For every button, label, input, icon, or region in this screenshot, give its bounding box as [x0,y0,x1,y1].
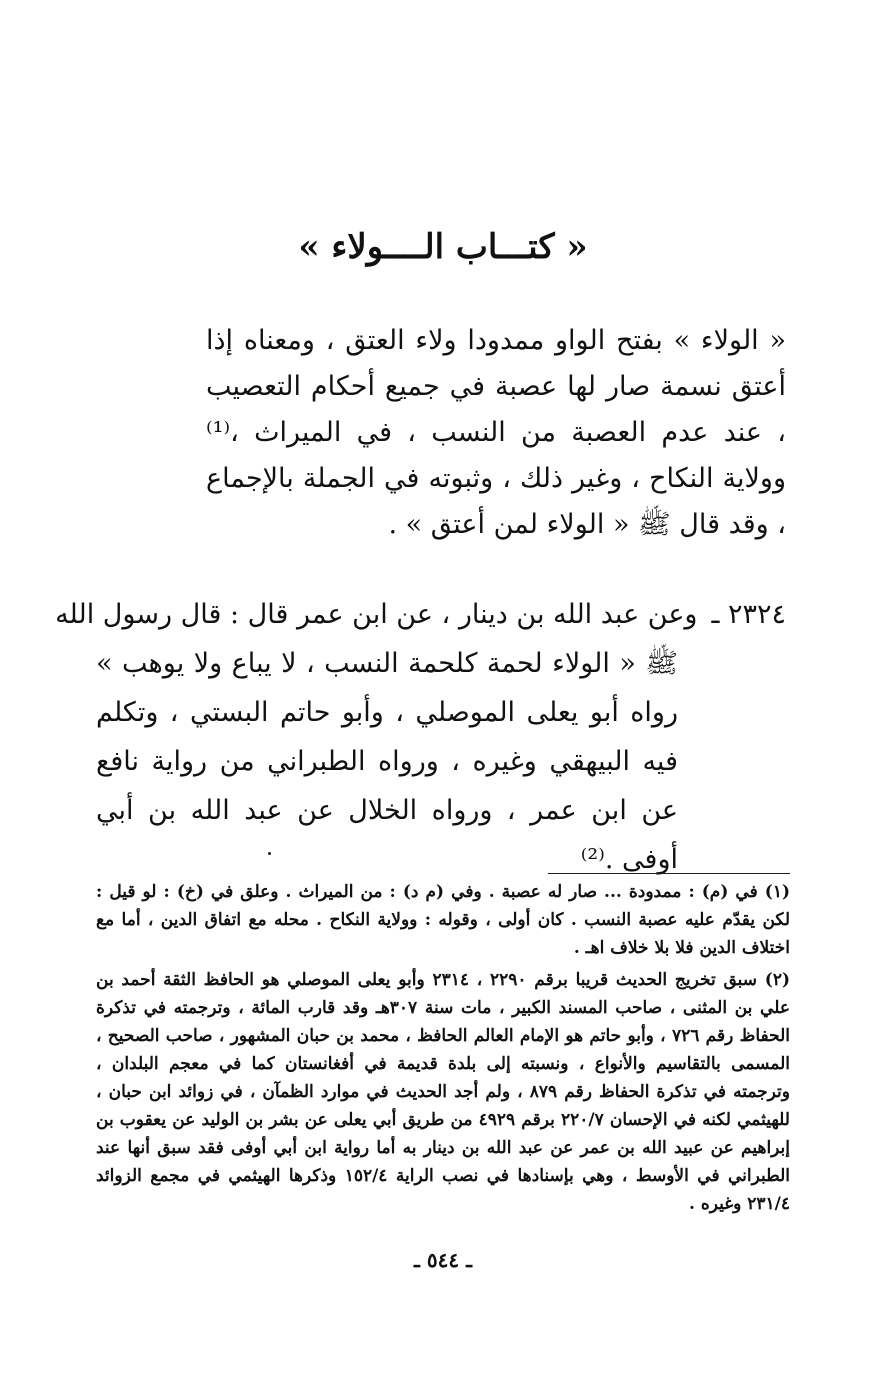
hadith-block [55,590,786,884]
chapter-title: « كتـــاب الــــولاء » [298,227,588,267]
hadith-body [96,639,678,884]
ink-dot [268,852,271,855]
footnote-1: (١) في (م) : ممدودة ... صار له عصبة . وفي (م د) : من الميراث . وعلق في (خ) : لو قيل : لكن يقدّم عليه عصبة النسب . كان أولى ، وقوله : وولاية النكاح . محله مع اتفاق الدين ، أما مع اختلاف الدين فلا بلا خلاف اهـ . [96,882,790,958]
intro-paragraph [206,318,786,548]
hadith-body-text: ﷺ « الولاء لحمة كلحمة النسب ، لا يباع ولا يوهب » رواه أبو يعلى الموصلي ، وأبو حاتم البستي ، وتكلم فيه البيهقي وغيره ، ورواه الطبراني من رواية نافع عن ابن عمر ، ورواه الخلال عن عبد الله بن أبي أوفى .⁽²⁾ [96,648,678,875]
footnote-separator [548,873,790,874]
hadith-number: ٢٣٢٤ ـ [711,599,786,630]
footnotes [96,878,790,1222]
hadith-first-line [55,590,786,639]
intro-text: « الولاء » بفتح الواو ممدودا ولاء العتق ، ومعناه إذا أعتق نسمة صار لها عصبة في جميع أحكام التعصيب ، عند عدم العصبة من النسب ، في الميراث ،⁽¹⁾ وولاية النكاح ، وغير ذلك ، وثبوته في الجملة بالإجماع ، وقد قال ﷺ « الولاء لمن أعتق » . [206,325,786,540]
page-number: ـ ٥٤٤ ـ [414,1248,472,1272]
footnote-2: (٢) سبق تخريج الحديث قريبا برقم ٢٢٩٠ ، ٢٣١٤ وأبو يعلى الموصلي هو الحافظ الثقة أحمد بن علي بن المثنى ، صاحب المسند الكبير ، مات سنة ٣٠٧هـ وقد قارب المائة ، وترجمته في تذكرة الحفاظ رقم ٧٢٦ ، وأبو حاتم هو الإمام العالم الحافظ ، محمد بن حبان المشهور ، صاحب الصحيح ، المسمى بالتقاسيم والأنواع ، ونسبته إلى بلدة قديمة في أفغانستان كما في معجم البلدان ، وترجمته في تذكرة الحفاظ رقم ٨٧٩ ، ولم أجد الحديث في موارد الظمآن ، في زوائد ابن حبان ، للهيثمي لكنه في الإحسان ٢٢٠/٧ برقم ٤٩٢٩ من طريق أبي يعلى عن بشر بن الوليد عن يعقوب بن إبراهيم عن عبيد الله بن عمر عن عبد الله بن دينار به أما رواية ابن أبي أوفى فقد سبق أنها عند الطبراني في الأوسط ، وهي بإسنادها في نصب الراية ١٥٢/٤ وذكرها الهيثمي في مجمع الزوائد ٢٣١/٤ وغيره . [96,970,790,1214]
hadith-opening-text: وعن عبد الله بن دينار ، عن ابن عمر قال : قال رسول الله [55,599,698,630]
